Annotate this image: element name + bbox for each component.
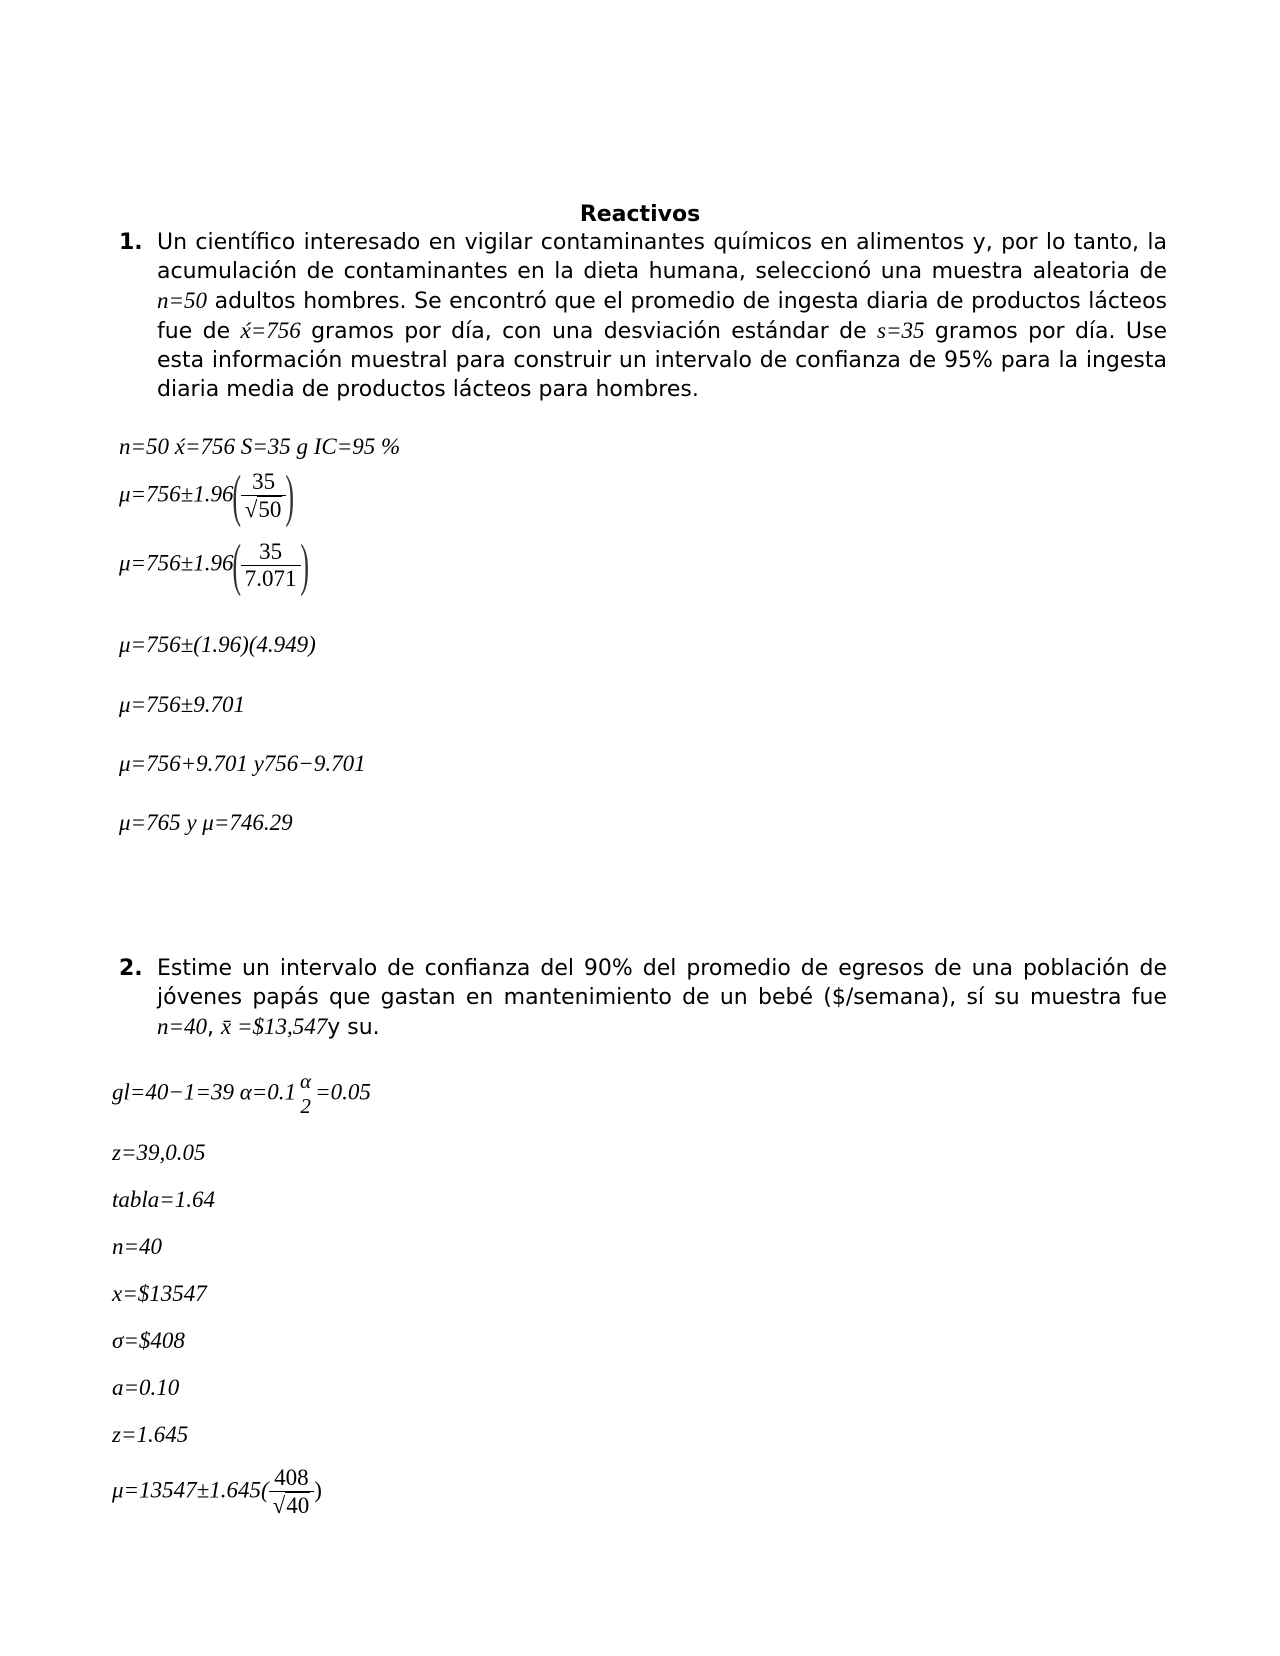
- q1-step-1-fraction: [241, 469, 287, 523]
- q2-math-n: n=40: [157, 1014, 208, 1039]
- q1-step-4: μ=756±9.701: [119, 692, 245, 717]
- question-1-text: [157, 228, 1167, 404]
- q1-step-1-den: 50: [258, 497, 282, 522]
- q2-sigma: σ=$408: [112, 1328, 185, 1353]
- page-title: Reactivos: [579, 202, 701, 227]
- q2-mu-den: 40: [286, 1493, 310, 1518]
- question-2-number: 2.: [119, 956, 143, 981]
- q1-step-5: μ=756+9.701 y756−9.701: [119, 751, 366, 776]
- q1-step-3: μ=756±(1.96)(4.949): [119, 632, 316, 657]
- q2-a: a=0.10: [112, 1375, 180, 1400]
- left-paren-icon: (: [232, 463, 242, 528]
- q1-given-values: n=50 x́=756 S=35 g IC=95 %: [119, 434, 401, 459]
- q2-mu-close: ): [314, 1477, 322, 1503]
- q2-text-a: Estime un intervalo de confianza del 90% del promedio de egresos de una población de jóvenes papás que gastan en mantenimiento de un bebé ($/semana), sí su muestra fue: [157, 956, 1167, 1010]
- sqrt-icon: √40: [272, 1493, 310, 1518]
- q2-mu-lhs: μ=13547±1.645(: [112, 1477, 269, 1503]
- q1-text-d: gramos por día. Use esta información muestral para construir un intervalo de confianza de 95% para la ingesta diaria media de productos lácteos para hombres.: [157, 319, 1167, 402]
- q2-mu-line: [112, 1465, 322, 1519]
- right-paren-icon: ): [299, 532, 309, 597]
- sqrt-icon: √50: [244, 497, 282, 522]
- q2-text-c: y su.: [327, 1015, 380, 1040]
- q2-alpha-fraction: [296, 1069, 315, 1119]
- q2-z2: z=1.645: [112, 1422, 189, 1447]
- q2-alpha-num: α: [300, 1069, 312, 1093]
- q1-math-xbar: x́=756: [240, 318, 301, 343]
- q2-alpha-rhs: =0.05: [315, 1079, 371, 1105]
- q2-math-xbar: x̄ =$13,547: [221, 1014, 328, 1039]
- left-paren-icon: (: [232, 532, 242, 597]
- q1-text-c: gramos por día, con una desviación estándar de: [300, 319, 878, 344]
- q2-tabla: tabla=1.64: [112, 1187, 216, 1212]
- q1-math-s: s=35: [877, 318, 925, 343]
- q1-step-2-num: 35: [259, 538, 283, 564]
- question-2-text: [157, 954, 1167, 1042]
- q2-text-b: ,: [207, 1015, 222, 1040]
- q1-step-2-lhs: μ=756±1.96: [119, 550, 234, 576]
- q1-math-n: n=50: [157, 288, 208, 313]
- q2-gl: gl=40−1=39 α=0.1: [112, 1079, 297, 1105]
- question-1-number: 1.: [119, 230, 143, 255]
- q2-z1: z=39,0.05: [112, 1140, 206, 1165]
- q1-text-a: Un científico interesado en vigilar contaminantes químicos en alimentos y, por lo tanto, la acumulación de contaminantes en la dieta humana, seleccionó una muestra aleatoria de: [157, 230, 1167, 284]
- q1-step-2-fraction: [241, 539, 301, 592]
- q2-mu-num: 408: [274, 1465, 309, 1490]
- q1-step-1-lhs: μ=756±1.96: [119, 481, 234, 507]
- right-paren-icon: ): [285, 463, 295, 528]
- q2-mu-fraction: [269, 1465, 315, 1519]
- q2-n: n=40: [112, 1234, 163, 1259]
- q2-gl-line: [112, 1069, 371, 1119]
- q1-step-1-num: 35: [252, 469, 276, 494]
- q2-alpha-den: 2: [300, 1094, 311, 1118]
- q1-step-2: [119, 532, 309, 597]
- q1-text-b: adultos hombres. Se encontró que el promedio de ingesta diaria de productos lácteos fue de: [157, 289, 1167, 344]
- q2-x: x=$13547: [112, 1281, 207, 1306]
- q1-step-1: [119, 463, 295, 528]
- q1-step-2-den: 7.071: [241, 565, 301, 592]
- q1-step-6: μ=765 y μ=746.29: [119, 810, 293, 835]
